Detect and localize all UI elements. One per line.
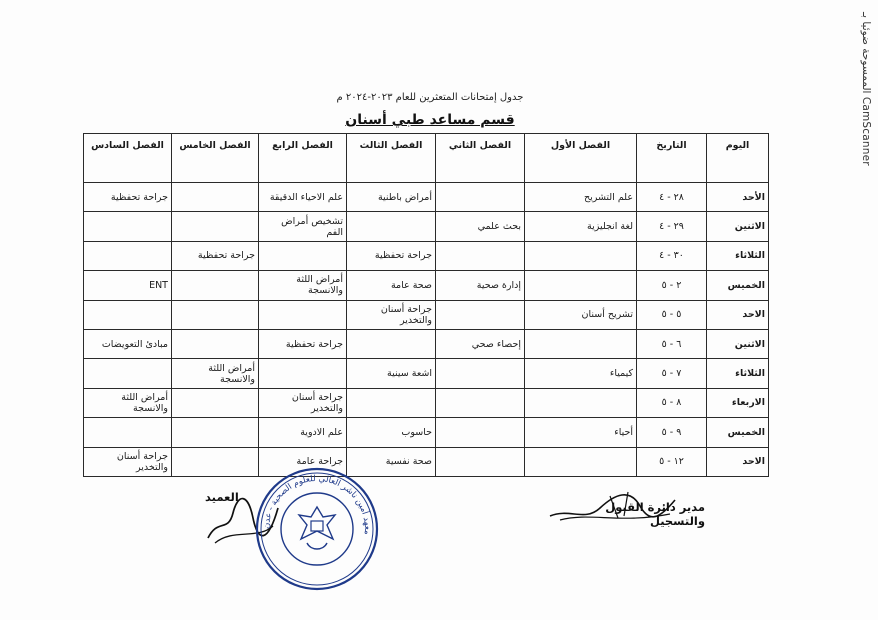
semester-5-cell (172, 271, 259, 300)
semester-3-cell (347, 212, 436, 241)
table-row (84, 271, 769, 300)
date-cell: ٦ - ٥ (637, 329, 707, 358)
semester-5-cell (172, 418, 259, 447)
semester-4-cell: أمراض اللثة والانسجة (259, 271, 347, 300)
date-cell: ١٢ - ٥ (637, 447, 707, 476)
semester-6-cell (84, 212, 172, 241)
table-header-row (84, 134, 769, 183)
semester-5-cell (172, 300, 259, 329)
semester-4-cell (259, 300, 347, 329)
day-cell: الاحد (707, 300, 769, 329)
department-subtitle: قسم مساعد طبي أسنان (345, 112, 515, 128)
semester-4-cell: تشخيص أمراض الفم (259, 212, 347, 241)
semester-4-cell: علم الادوية (259, 418, 347, 447)
semester-6-cell: أمراض اللثة والانسجة (84, 388, 172, 417)
semester-3-cell: أمراض باطنية (347, 183, 436, 212)
semester-6-cell: جراحة أسنان والتخدير (84, 447, 172, 476)
semester-1-cell: لغة انجليزية (525, 212, 637, 241)
day-cell: الاحد (707, 447, 769, 476)
semester-6-cell (84, 418, 172, 447)
semester-2-cell (436, 388, 525, 417)
semester-6-cell: ENT (84, 271, 172, 300)
day-cell: الثلاثاء (707, 359, 769, 388)
table-row (84, 329, 769, 358)
semester-5-cell: أمراض اللثة والانسجة (172, 359, 259, 388)
semester-2-cell (436, 359, 525, 388)
semester-5-cell (172, 212, 259, 241)
semester-5-cell: جراحة تحفظية (172, 241, 259, 270)
day-cell: الثلاثاء (707, 241, 769, 270)
semester-4-cell (259, 359, 347, 388)
table-row (84, 183, 769, 212)
semester-6-cell: مبادئ التعويضات (84, 329, 172, 358)
semester-3-cell: جراحة تحفظية (347, 241, 436, 270)
semester-3-cell: صحة نفسية (347, 447, 436, 476)
column-header: الفصل الثاني (436, 134, 525, 183)
table-row (84, 212, 769, 241)
exam-schedule-table (83, 133, 769, 477)
date-cell: ٥ - ٥ (637, 300, 707, 329)
semester-3-cell: اشعة سينية (347, 359, 436, 388)
semester-2-cell: بحث علمي (436, 212, 525, 241)
semester-1-cell (525, 271, 637, 300)
table-row (84, 359, 769, 388)
column-header: الفصل السادس (84, 134, 172, 183)
date-cell: ٧ - ٥ (637, 359, 707, 388)
date-cell: ٣٠ - ٤ (637, 241, 707, 270)
day-cell: الأحد (707, 183, 769, 212)
column-header: اليوم (707, 134, 769, 183)
semester-1-cell (525, 388, 637, 417)
semester-3-cell: صحة عامة (347, 271, 436, 300)
table-row (84, 388, 769, 417)
semester-4-cell: جراحة تحفظية (259, 329, 347, 358)
day-cell: الاربعاء (707, 388, 769, 417)
semester-2-cell: إدارة صحية (436, 271, 525, 300)
semester-5-cell (172, 329, 259, 358)
semester-6-cell (84, 241, 172, 270)
dean-signature-label: العميد (205, 490, 239, 504)
table-row (84, 447, 769, 476)
date-cell: ٢٨ - ٤ (637, 183, 707, 212)
semester-3-cell (347, 329, 436, 358)
table-body (84, 183, 769, 477)
semester-5-cell (172, 388, 259, 417)
semester-1-cell: أحياء (525, 418, 637, 447)
table-row (84, 241, 769, 270)
semester-2-cell (436, 447, 525, 476)
day-cell: الخميس (707, 418, 769, 447)
semester-6-cell (84, 359, 172, 388)
day-cell: الاثنين (707, 212, 769, 241)
semester-1-cell (525, 447, 637, 476)
semester-4-cell: علم الاحياء الدقيقة (259, 183, 347, 212)
day-cell: الاثنين (707, 329, 769, 358)
semester-2-cell (436, 418, 525, 447)
semester-5-cell (172, 183, 259, 212)
table-row (84, 300, 769, 329)
semester-2-cell (436, 183, 525, 212)
semester-4-cell: جراحة عامة (259, 447, 347, 476)
column-header: الفصل الثالث (347, 134, 436, 183)
official-stamp (253, 465, 381, 593)
semester-6-cell (84, 300, 172, 329)
semester-2-cell (436, 241, 525, 270)
semester-1-cell (525, 329, 637, 358)
semester-3-cell: جراحة أسنان والتخدير (347, 300, 436, 329)
table-row (84, 418, 769, 447)
column-header: الفصل الخامس (172, 134, 259, 183)
date-cell: ٨ - ٥ (637, 388, 707, 417)
registrar-signature-label: مدير دائرة القبول والتسجيل (605, 500, 705, 528)
date-cell: ٢٩ - ٤ (637, 212, 707, 241)
day-cell: الخميس (707, 271, 769, 300)
date-cell: ٩ - ٥ (637, 418, 707, 447)
semester-1-cell: علم التشريح (525, 183, 637, 212)
semester-3-cell: حاسوب (347, 418, 436, 447)
semester-1-cell (525, 241, 637, 270)
semester-2-cell (436, 300, 525, 329)
stamp-ring-text: معهد أمين ناشر العالي للعلوم الصحية - عدن (261, 473, 373, 535)
semester-4-cell (259, 241, 347, 270)
date-cell: ٢ - ٥ (637, 271, 707, 300)
semester-6-cell: جراحة تحفظية (84, 183, 172, 212)
semester-1-cell: كيمياء (525, 359, 637, 388)
semester-4-cell: جراحة أسنان والتخدير (259, 388, 347, 417)
semester-3-cell (347, 388, 436, 417)
column-header: الفصل الأول (525, 134, 637, 183)
document-title: جدول إمتحانات المتعثرين للعام ٢٠٢٣-٢٠٢٤ م (336, 92, 524, 103)
semester-5-cell (172, 447, 259, 476)
semester-1-cell: تشريح أسنان (525, 300, 637, 329)
semester-2-cell: إحصاء صحي (436, 329, 525, 358)
camscanner-watermark: الممسوحة ضوئيا بـ CamScanner (860, 12, 872, 166)
column-header: التاريخ (637, 134, 707, 183)
column-header: الفصل الرابع (259, 134, 347, 183)
